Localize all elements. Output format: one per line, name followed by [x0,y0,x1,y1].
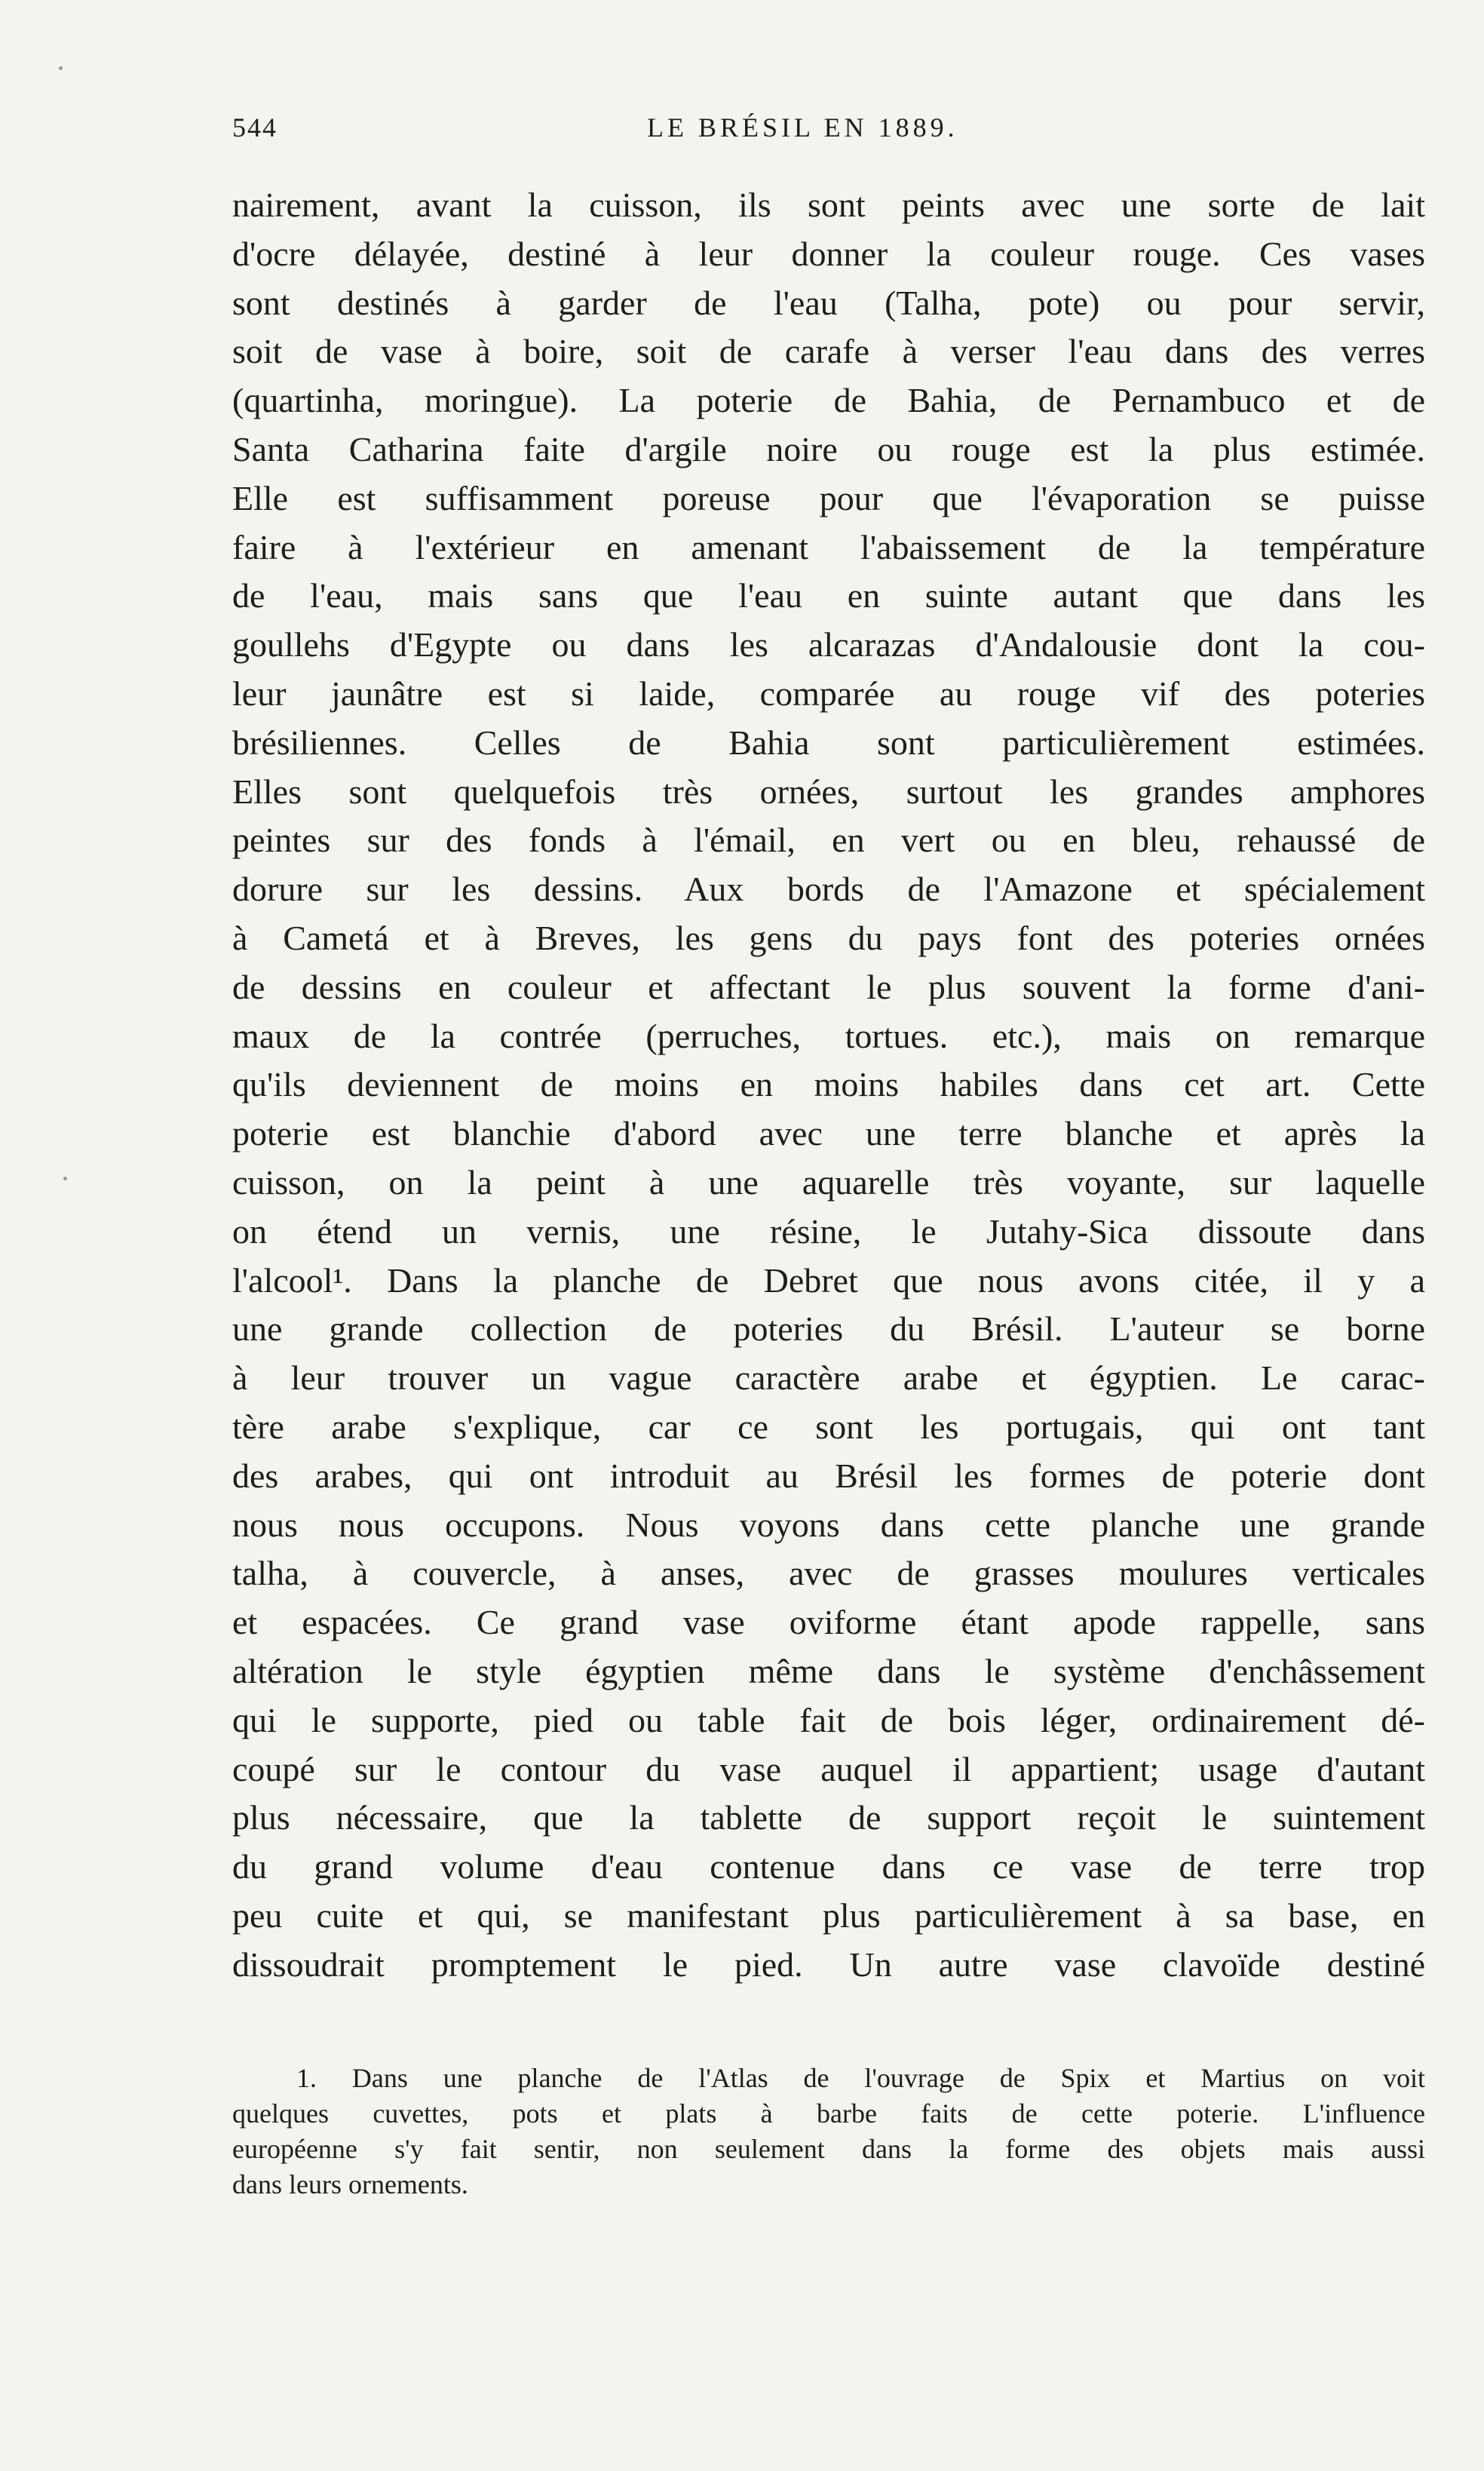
text-line: plus nécessaire, que la tablette de support reçoit le suintement [232,1798,1425,1837]
text-line: qu'ils deviennent de moins en moins habiles dans cet art. Cette [232,1065,1425,1104]
text-line: et espacées. Ce grand vase oviforme étant apode rappelle, sans [232,1603,1425,1642]
text-line: Elles sont quelquefois très ornées, surtout les grandes amphores [232,772,1425,811]
text-line: qui le supporte, pied ou table fait de bois léger, ordinairement dé- [232,1700,1425,1739]
text-line: talha, à couvercle, à anses, avec de grasses moulures verticales [232,1554,1425,1593]
paper-speck [59,66,63,70]
text-line: l'alcool¹. Dans la planche de Debret que nous avons citée, il y a [232,1260,1425,1300]
text-line: une grande collection de poteries du Brésil. L'auteur se borne [232,1309,1425,1349]
text-line: altération le style égyptien même dans le système d'enchâssement [232,1651,1425,1690]
text-line: Santa Catharina faite d'argile noire ou rouge est la plus estimée. [232,429,1425,468]
text-line: sont destinés à garder de l'eau (Talha, pote) ou pour servir, [232,283,1425,322]
text-line: nous nous occupons. Nous voyons dans cette planche une grande [232,1505,1425,1544]
footnotes [232,2061,1425,2202]
text-line: nairement, avant la cuisson, ils sont peints avec une sorte de lait [232,186,1425,224]
text-line: goullehs d'Egypte ou dans les alcarazas d'Andalousie dont la cou- [232,625,1425,665]
text-line: à leur trouver un vague caractère arabe et égyptien. Le carac- [232,1358,1425,1398]
footnote-line: quelques cuvettes, pots et plats à barbe faits de cette poterie. L'influence [232,2098,1425,2129]
text-line: des arabes, qui ont introduit au Brésil les formes de poterie dont [232,1456,1425,1495]
text-line: leur jaunâtre est si laide, comparée au rouge vif des poteries [232,674,1425,713]
text-line: de l'eau, mais sans que l'eau en suinte autant que dans les [232,576,1425,615]
text-line: tère arabe s'explique, car ce sont les portugais, qui ont tant [232,1407,1425,1446]
text-line: (quartinha, moringue). La poterie de Bahia, de Pernambuco et de [232,381,1425,420]
text-line: d'ocre délayée, destiné à leur donner la couleur rouge. Ces vases [232,234,1425,273]
text-line: du grand volume d'eau contenue dans ce vase de terre trop [232,1847,1425,1886]
running-title: LE BRÉSIL EN 1889. [647,112,958,143]
text-line: peu cuite et qui, se manifestant plus particulièrement à sa base, en [232,1895,1425,1935]
text-line: dissoudrait promptement le pied. Un autre vase clavoïde destiné [232,1945,1425,1984]
text-line: peintes sur des fonds à l'émail, en vert ou en bleu, rehaussé de [232,821,1425,860]
page-number: 544 [232,112,277,143]
text-line: à Cametá et à Breves, les gens du pays font des poteries ornées [232,918,1425,957]
paper-speck [63,1177,67,1180]
text-line: brésiliennes. Celles de Bahia sont particulièrement estimées. [232,723,1425,762]
text-line: coupé sur le contour du vase auquel il appartient; usage d'autant [232,1749,1425,1788]
footnote-line: 1. Dans une planche de l'Atlas de l'ouvrage de Spix et Martius on voit [296,2063,1425,2093]
footnote-line: dans leurs ornements. [232,2169,468,2199]
body-text [232,181,1425,1989]
text-line: soit de vase à boire, soit de carafe à verser l'eau dans des verres [232,332,1425,371]
text-line: dorure sur les dessins. Aux bords de l'Amazone et spécialement [232,870,1425,909]
text-line: cuisson, on la peint à une aquarelle très voyante, sur laquelle [232,1162,1425,1202]
text-line: Elle est suffisamment poreuse pour que l'évaporation se puisse [232,478,1425,517]
footnote-line: européenne s'y fait sentir, non seulement dans la forme des objets mais aussi [232,2134,1425,2164]
page-header [232,112,1425,157]
text-line: faire à l'extérieur en amenant l'abaissement de la température [232,527,1425,566]
text-line: on étend un vernis, une résine, le Jutahy-Sica dissoute dans [232,1211,1425,1251]
text-line: poterie est blanchie d'abord avec une terre blanche et après la [232,1114,1425,1153]
text-line: maux de la contrée (perruches, tortues. etc.), mais on remarque [232,1016,1425,1055]
text-line: de dessins en couleur et affectant le plus souvent la forme d'ani- [232,967,1425,1006]
